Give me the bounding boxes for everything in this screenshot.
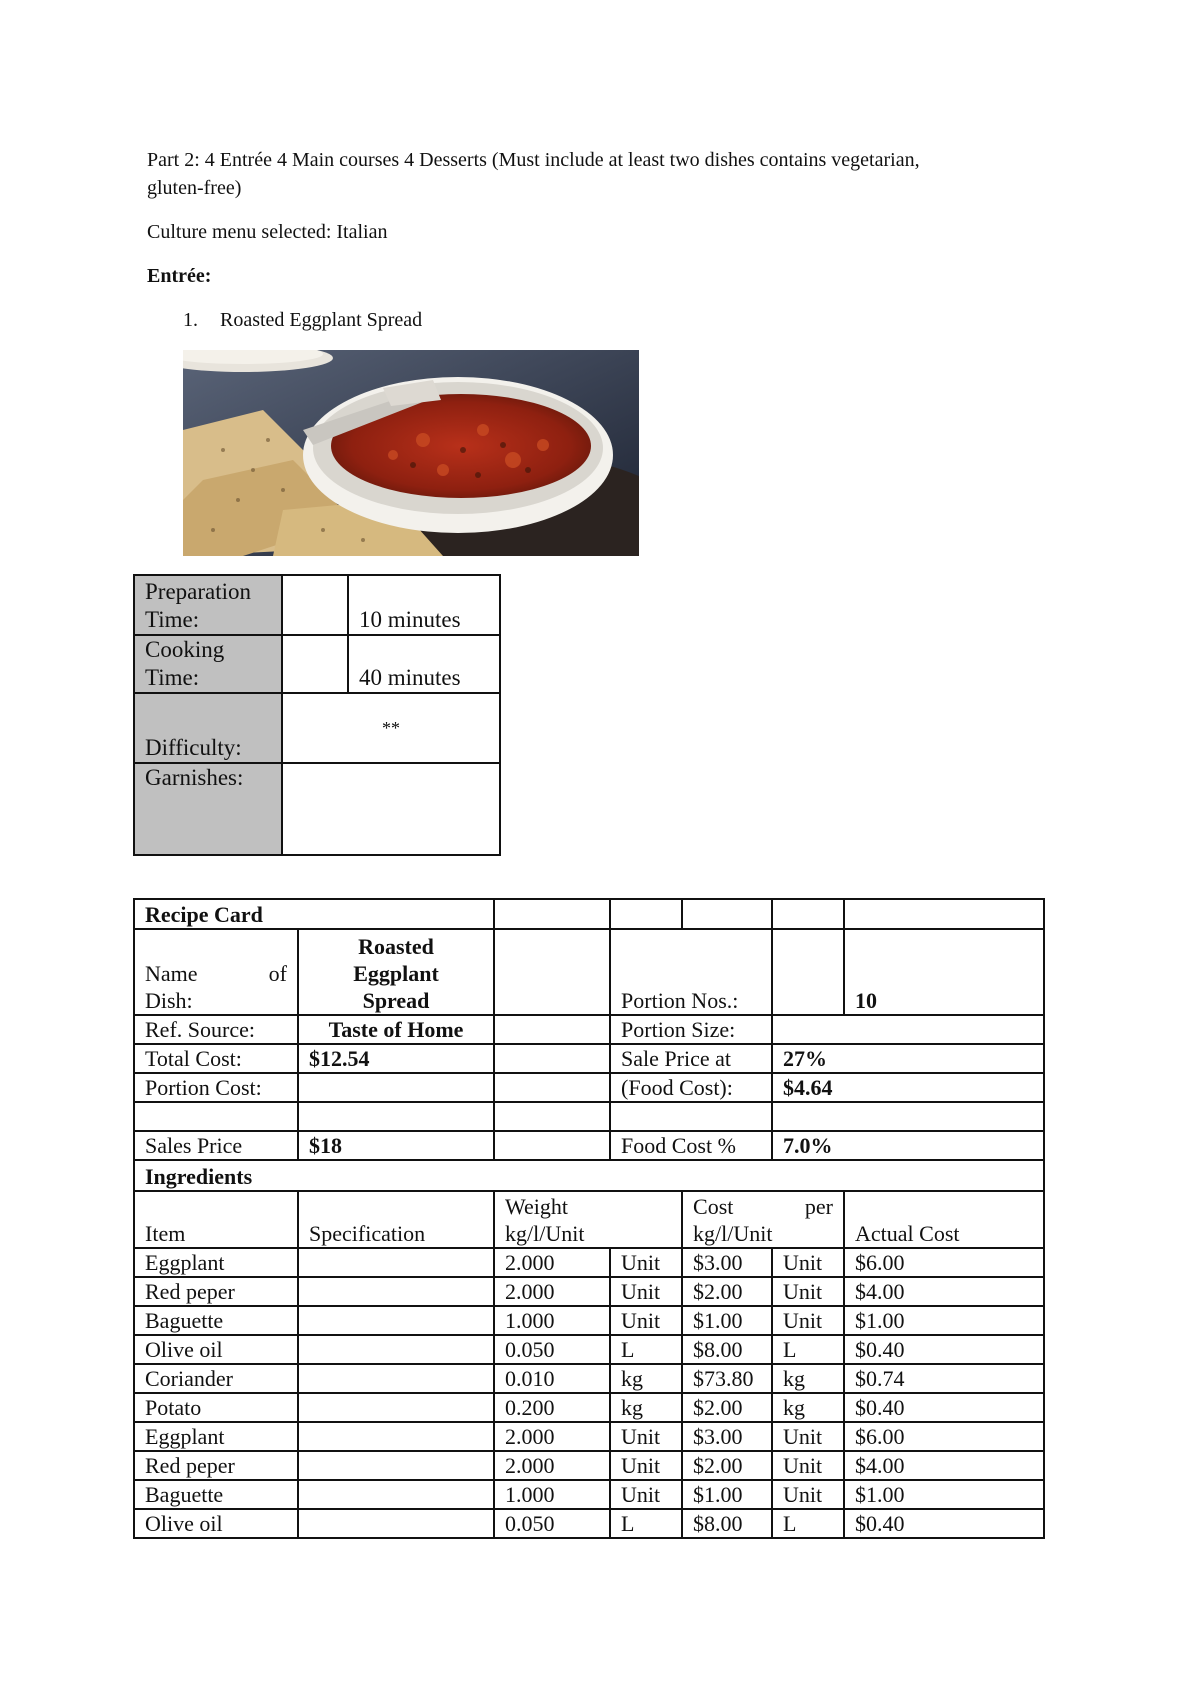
ingredient-cost-unit: L — [772, 1335, 844, 1364]
ingredients-heading-row — [134, 1160, 1044, 1191]
garnishes-row — [134, 763, 500, 855]
portion-cost-value — [298, 1073, 494, 1102]
ingredient-cost: $73.80 — [682, 1364, 772, 1393]
total-cost-label: Total Cost: — [134, 1044, 298, 1073]
ingredient-cost-unit: Unit — [772, 1248, 844, 1277]
ingredient-cost-unit: kg — [772, 1364, 844, 1393]
total-cost-row — [134, 1044, 1044, 1073]
prep-time-value: 10 minutes — [348, 575, 500, 635]
ref-source-row — [134, 1015, 1044, 1044]
dish-info-table — [133, 574, 501, 856]
part-instructions-line-2: gluten-free) — [147, 177, 242, 199]
ingredient-weight: 2.000 — [494, 1422, 610, 1451]
ref-source-label: Ref. Source: — [134, 1015, 298, 1044]
table-row — [134, 1509, 1044, 1538]
food-cost-pct-label: Food Cost % — [610, 1131, 772, 1160]
garnishes-value — [282, 763, 500, 855]
portion-cost-row — [134, 1073, 1044, 1102]
table-row — [134, 1364, 1044, 1393]
ingredient-weight: 1.000 — [494, 1306, 610, 1335]
ingredient-item: Baguette — [134, 1306, 298, 1335]
ingredient-unit: Unit — [610, 1451, 682, 1480]
ingredient-weight: 0.050 — [494, 1335, 610, 1364]
ingredient-actual-cost: $4.00 — [844, 1451, 1044, 1480]
table-row — [134, 1480, 1044, 1509]
ingredient-spec — [298, 1364, 494, 1393]
ingredient-unit: kg — [610, 1364, 682, 1393]
recipe-card-title: Recipe Card — [134, 899, 494, 929]
table-row — [134, 1451, 1044, 1480]
recipe-card-table — [133, 898, 1045, 1539]
ingredient-spec — [298, 1393, 494, 1422]
dish-name-label: Name of Dish: — [134, 929, 298, 1015]
ingredient-weight: 2.000 — [494, 1451, 610, 1480]
ingredient-weight: 0.010 — [494, 1364, 610, 1393]
ingredient-spec — [298, 1306, 494, 1335]
table-row — [134, 1393, 1044, 1422]
ingredient-unit: kg — [610, 1393, 682, 1422]
sales-price-row — [134, 1131, 1044, 1160]
food-cost-label: (Food Cost): — [610, 1073, 772, 1102]
ingredient-weight: 0.200 — [494, 1393, 610, 1422]
portion-size-label: Portion Size: — [610, 1015, 772, 1044]
ingredients-heading: Ingredients — [134, 1160, 1044, 1191]
portion-nos-value: 10 — [844, 929, 1044, 1015]
dish-name-row — [134, 929, 1044, 1015]
ingredient-actual-cost: $1.00 — [844, 1480, 1044, 1509]
ingredients-header-row — [134, 1191, 1044, 1248]
ingredient-spec — [298, 1480, 494, 1509]
ingredient-cost: $3.00 — [682, 1422, 772, 1451]
ingredient-item: Red peper — [134, 1451, 298, 1480]
ingredient-cost: $2.00 — [682, 1277, 772, 1306]
list-item-dish-name: Roasted Eggplant Spread — [220, 309, 423, 331]
portion-nos-label: Portion Nos.: — [610, 929, 772, 1015]
table-row — [134, 1422, 1044, 1451]
food-cost-value: $4.64 — [772, 1073, 1044, 1102]
difficulty-row — [134, 693, 500, 763]
ingredient-cost-unit: Unit — [772, 1422, 844, 1451]
sale-price-at-value: 27% — [772, 1044, 1044, 1073]
ingredient-item: Red peper — [134, 1277, 298, 1306]
list-item-number: 1. — [183, 309, 198, 331]
ingredient-weight: 1.000 — [494, 1480, 610, 1509]
difficulty-value: ** — [282, 693, 500, 763]
ingredient-actual-cost: $0.40 — [844, 1509, 1044, 1538]
table-row — [134, 1248, 1044, 1277]
cook-time-spacer — [282, 635, 348, 693]
dish-photo — [183, 350, 639, 556]
ingredient-cost: $1.00 — [682, 1306, 772, 1335]
ingredient-unit: Unit — [610, 1422, 682, 1451]
ingredient-item: Olive oil — [134, 1509, 298, 1538]
ingredient-cost: $2.00 — [682, 1451, 772, 1480]
ingredient-actual-cost: $6.00 — [844, 1248, 1044, 1277]
ingredient-item: Coriander — [134, 1364, 298, 1393]
ingredient-spec — [298, 1509, 494, 1538]
garnishes-label: Garnishes: — [134, 763, 282, 855]
ingredient-cost: $3.00 — [682, 1248, 772, 1277]
recipe-title-row — [134, 899, 1044, 929]
ingredient-weight: 2.000 — [494, 1277, 610, 1306]
ingredient-spec — [298, 1451, 494, 1480]
prep-time-label: Preparation Time: — [134, 575, 282, 635]
table-row — [134, 1277, 1044, 1306]
culture-menu-line: Culture menu selected: Italian — [147, 221, 388, 243]
table-row — [134, 1335, 1044, 1364]
sale-price-at-label: Sale Price at — [610, 1044, 772, 1073]
header-item: Item — [134, 1191, 298, 1248]
ingredient-actual-cost: $1.00 — [844, 1306, 1044, 1335]
ingredient-actual-cost: $0.40 — [844, 1335, 1044, 1364]
ingredient-item: Olive oil — [134, 1335, 298, 1364]
ingredient-unit: Unit — [610, 1248, 682, 1277]
ingredient-rows — [134, 1248, 1044, 1538]
prep-time-row — [134, 575, 500, 635]
sales-price-value: $18 — [298, 1131, 494, 1160]
ingredient-actual-cost: $0.40 — [844, 1393, 1044, 1422]
cook-time-row — [134, 635, 500, 693]
ingredient-unit: Unit — [610, 1277, 682, 1306]
ingredient-actual-cost: $6.00 — [844, 1422, 1044, 1451]
ingredient-unit: L — [610, 1335, 682, 1364]
ingredient-cost: $1.00 — [682, 1480, 772, 1509]
ingredient-cost: $2.00 — [682, 1393, 772, 1422]
ingredient-cost-unit: Unit — [772, 1451, 844, 1480]
dish-name-value: Roasted Eggplant Spread — [298, 929, 494, 1015]
ingredient-unit: Unit — [610, 1306, 682, 1335]
ingredient-cost: $8.00 — [682, 1509, 772, 1538]
ingredient-spec — [298, 1422, 494, 1451]
ingredient-actual-cost: $0.74 — [844, 1364, 1044, 1393]
ingredient-cost-unit: Unit — [772, 1480, 844, 1509]
food-cost-pct-value: 7.0% — [772, 1131, 1044, 1160]
ingredient-cost-unit: kg — [772, 1393, 844, 1422]
ingredient-spec — [298, 1277, 494, 1306]
portion-size-value — [772, 1015, 1044, 1044]
ingredient-cost-unit: L — [772, 1509, 844, 1538]
section-heading: Entrée: — [147, 265, 212, 287]
portion-cost-label: Portion Cost: — [134, 1073, 298, 1102]
ingredient-item: Eggplant — [134, 1422, 298, 1451]
total-cost-value: $12.54 — [298, 1044, 494, 1073]
ingredient-cost-unit: Unit — [772, 1306, 844, 1335]
ingredient-actual-cost: $4.00 — [844, 1277, 1044, 1306]
ingredient-item: Baguette — [134, 1480, 298, 1509]
difficulty-label: Difficulty: — [134, 693, 282, 763]
blank-row — [134, 1102, 1044, 1131]
sales-price-label: Sales Price — [134, 1131, 298, 1160]
part-instructions-line-1: Part 2: 4 Entrée 4 Main courses 4 Desserts (Must include at least two dishes contains vegetarian, — [147, 149, 920, 171]
ingredient-spec — [298, 1248, 494, 1277]
ingredient-spec — [298, 1335, 494, 1364]
ref-source-value: Taste of Home — [298, 1015, 494, 1044]
ingredient-unit: L — [610, 1509, 682, 1538]
prep-time-spacer — [282, 575, 348, 635]
header-cost-per: Cost per kg/l/Unit — [682, 1191, 844, 1248]
cook-time-value: 40 minutes — [348, 635, 500, 693]
ingredient-item: Eggplant — [134, 1248, 298, 1277]
ingredient-cost-unit: Unit — [772, 1277, 844, 1306]
header-weight: Weight kg/l/Unit — [494, 1191, 682, 1248]
ingredient-unit: Unit — [610, 1480, 682, 1509]
ingredient-cost: $8.00 — [682, 1335, 772, 1364]
header-actual-cost: Actual Cost — [844, 1191, 1044, 1248]
table-row — [134, 1306, 1044, 1335]
cook-time-label: Cooking Time: — [134, 635, 282, 693]
ingredient-weight: 0.050 — [494, 1509, 610, 1538]
header-specification: Specification — [298, 1191, 494, 1248]
ingredient-weight: 2.000 — [494, 1248, 610, 1277]
ingredient-item: Potato — [134, 1393, 298, 1422]
